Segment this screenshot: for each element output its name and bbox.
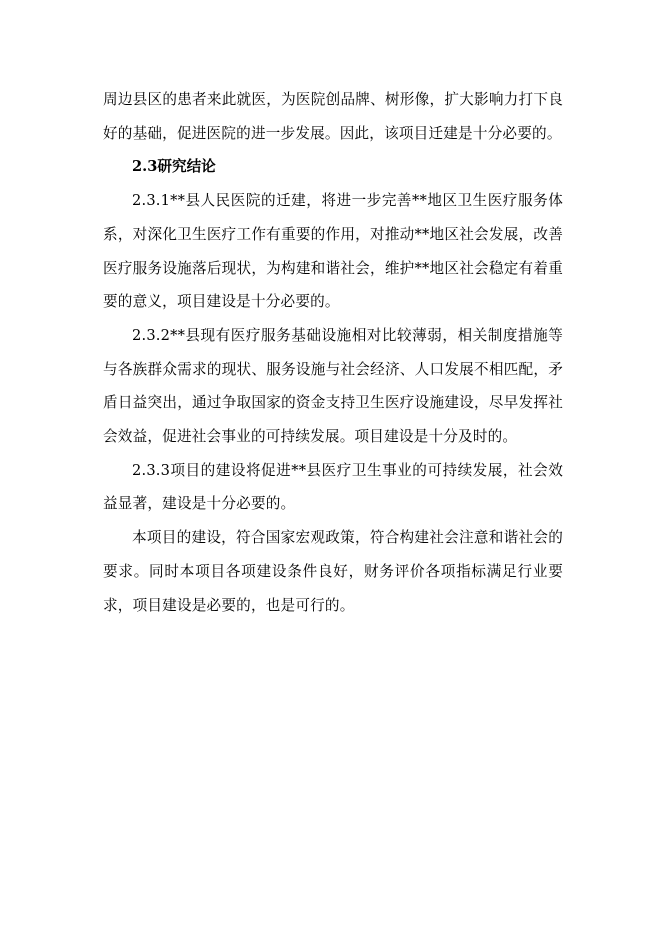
paragraph-continuation: 周边县区的患者来此就医，为医院创品牌、树形像，扩大影响力打下良好的基础，促进医院的进一步发展。因此，该项目迁建是十分必要的。 bbox=[103, 91, 563, 142]
document-page bbox=[103, 83, 563, 622]
section-heading: 2.3研究结论 bbox=[132, 158, 216, 176]
paragraph-conclusion-1: 2.3.1**县人民医院的迁建，将进一步完善**地区卫生医疗服务体系，对深化卫生医疗工作有重要的作用，对推动**地区社会发展，改善医疗服务设施落后现状，为构建和谐社会，维护**地区社会稳定有着重要的意义，项目建设是十分必要的。 bbox=[103, 192, 563, 311]
paragraph-summary: 本项目的建设，符合国家宏观政策，符合构建社会注意和谐社会的要求。同时本项目各项建设条件良好，财务评价各项指标满足行业要求，项目建设是必要的，也是可行的。 bbox=[103, 529, 563, 614]
paragraph-conclusion-2: 2.3.2**县现有医疗服务基础设施相对比较薄弱，相关制度措施等与各族群众需求的现状、服务设施与社会经济、人口发展不相匹配，矛盾日益突出，通过争取国家的资金支持卫生医疗设施建设，尽早发挥社会效益，促进社会事业的可持续发展。项目建设是十分及时的。 bbox=[103, 326, 563, 446]
paragraph-conclusion-3: 2.3.3项目的建设将促进**县医疗卫生事业的可持续发展，社会效益显著，建设是十分必要的。 bbox=[103, 461, 563, 513]
